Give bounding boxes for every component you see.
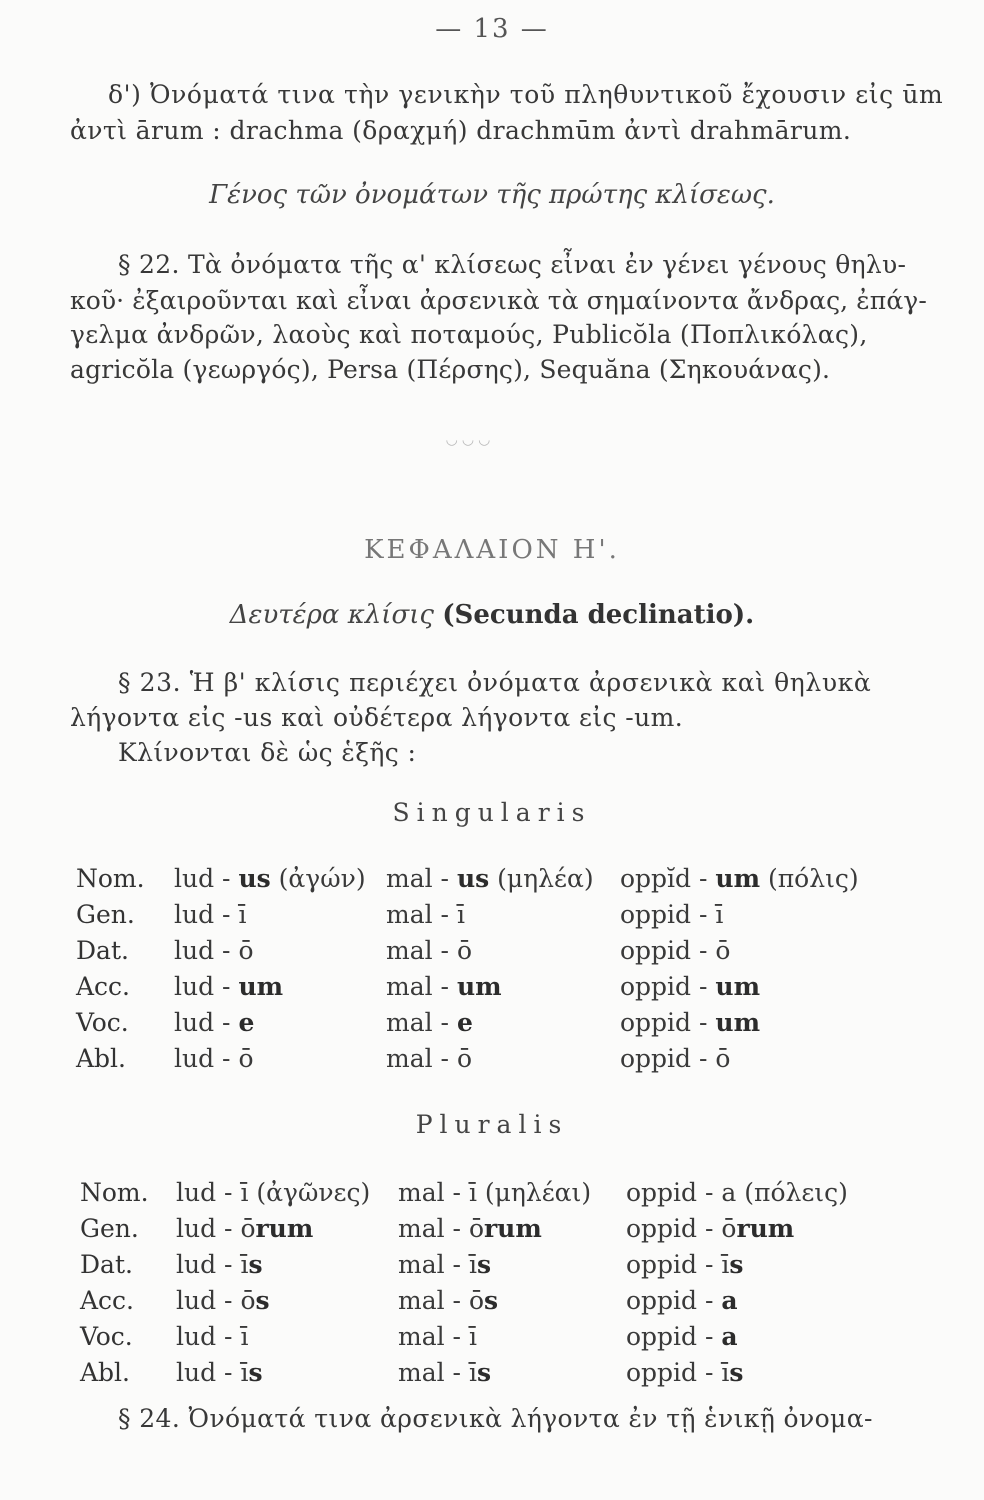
declension-form [386, 936, 472, 965]
declension-form [174, 864, 366, 893]
form-ending: e [456, 1008, 473, 1037]
declension-form [620, 864, 859, 893]
declension-form [620, 972, 760, 1001]
form-ending: s [729, 1250, 744, 1279]
form-ending: um [456, 972, 502, 1001]
declension-form [626, 1178, 848, 1207]
case-label: Nom. [80, 1178, 149, 1207]
chapter-subtitle-greek: Δευτέρα κλίσις [229, 600, 434, 630]
declension-form [620, 900, 723, 929]
declension-form [398, 1178, 591, 1207]
case-label: Dat. [76, 936, 129, 965]
declension-form [176, 1286, 270, 1315]
form-ending: um [715, 972, 761, 1001]
form-stem: oppid - [620, 972, 716, 1001]
section-heading: Γένος τῶν ὀνομάτων τῆς πρώτης κλίσεως. [209, 180, 775, 210]
declension-form [174, 1008, 254, 1037]
form-stem: mal - [386, 972, 457, 1001]
form-stem: lud - [174, 1008, 239, 1037]
case-label: Gen. [80, 1214, 139, 1243]
declension-form [176, 1178, 370, 1207]
declension-form [386, 1044, 472, 1073]
declension-form [398, 1286, 498, 1315]
declension-form [398, 1322, 477, 1351]
form-stem: oppid - ī [620, 900, 724, 929]
form-ending: rum [736, 1214, 795, 1243]
form-stem: lud - ī [176, 1250, 249, 1279]
form-stem: mal - ō [386, 1044, 472, 1073]
case-label: Gen. [76, 900, 135, 929]
case-label: Abl. [80, 1358, 130, 1387]
form-stem: mal - ī [398, 1358, 477, 1387]
form-gloss: (πόλεις) [736, 1178, 848, 1207]
form-ending: um [715, 864, 761, 893]
form-stem: oppid - ō [620, 1044, 731, 1073]
section23-line-1: § 23. Ἡ β' κλίσις περιέχει ὀνόματα ἀρσενικὰ καὶ θηλυκὰ [118, 668, 872, 697]
form-stem: oppid - [626, 1286, 722, 1315]
page-number: — 13 — [435, 14, 549, 44]
section22-line-2: κοῦ· ἐξαιροῦνται καὶ εἶναι ἀρσενικὰ τὰ σημαίνοντα ἄνδρας, ἐπάγ- [70, 286, 927, 315]
declension-form [176, 1322, 248, 1351]
form-stem: oppid - ō [626, 1214, 737, 1243]
case-label: Voc. [76, 1008, 129, 1037]
form-stem: mal - ī [398, 1178, 477, 1207]
form-stem: lud - ī [176, 1322, 249, 1351]
declension-form [626, 1250, 743, 1279]
form-stem: oppid - [620, 1008, 716, 1037]
form-stem: mal - ī [398, 1250, 477, 1279]
case-label: Voc. [80, 1322, 133, 1351]
form-stem: lud - ō [176, 1286, 256, 1315]
form-stem: mal - ō [386, 936, 472, 965]
form-stem: oppid - ī [626, 1358, 730, 1387]
section22-line-3: γελμα ἀνδρῶν, λαοὺς καὶ ποταμούς, Publicŏla (Ποπλικόλας), [70, 320, 868, 349]
form-stem: lud - [174, 972, 239, 1001]
chapter-title: ΚΕΦΑΛΑΙΟΝ Η'. [364, 535, 620, 565]
form-ending: s [248, 1250, 263, 1279]
form-stem: mal - ō [398, 1214, 484, 1243]
section23-line-2: λήγοντα εἰς -us καὶ οὐδέτερα λήγοντα εἰς -um. [70, 703, 684, 732]
pluralis-heading: Pluralis [415, 1110, 569, 1139]
declension-form [398, 1250, 491, 1279]
form-gloss: (ἀγών) [270, 864, 366, 893]
form-ending: um [715, 1008, 761, 1037]
declension-form [386, 900, 465, 929]
declension-form [176, 1214, 313, 1243]
form-stem: lud - ī [176, 1178, 249, 1207]
case-label: Acc. [80, 1286, 135, 1315]
declension-form [386, 1008, 473, 1037]
case-label: Dat. [80, 1250, 133, 1279]
form-gloss: (ἀγῶνες) [248, 1178, 371, 1207]
declension-form [176, 1358, 263, 1387]
form-ending: um [238, 972, 284, 1001]
form-ending: s [248, 1358, 263, 1387]
declension-form [620, 1044, 730, 1073]
form-ending: us [238, 864, 271, 893]
form-stem: lud - ī [174, 900, 247, 929]
form-gloss: (μηλέαι) [476, 1178, 592, 1207]
form-stem: oppid - ō [620, 936, 731, 965]
form-stem: lud - ō [176, 1214, 256, 1243]
form-ending: a [721, 1286, 738, 1315]
declension-form [176, 1250, 263, 1279]
section22-line-1: § 22. Τὰ ὀνόματα τῆς α' κλίσεως εἶναι ἐν γένει γένους θηλυ- [118, 250, 907, 279]
form-stem: lud - ō [174, 1044, 254, 1073]
form-ending: rum [484, 1214, 542, 1243]
declension-form [174, 1044, 254, 1073]
form-ending: a [721, 1322, 738, 1351]
form-stem: lud - [174, 864, 239, 893]
declension-form [626, 1358, 743, 1387]
form-stem: oppid - a [626, 1178, 737, 1207]
form-stem: lud - ō [174, 936, 254, 965]
section23-line-3: Κλίνονται δὲ ὡς ἑξῆς : [118, 738, 417, 767]
form-stem: lud - ī [176, 1358, 249, 1387]
form-stem: oppid - [626, 1322, 722, 1351]
form-stem: mal - ī [398, 1322, 477, 1351]
form-gloss: (μηλέα) [489, 864, 594, 893]
form-stem: oppid - ī [626, 1250, 730, 1279]
declension-form [386, 864, 594, 893]
form-stem: oppĭd - [620, 864, 716, 893]
case-label: Acc. [76, 972, 131, 1001]
form-stem: mal - ō [398, 1286, 484, 1315]
declension-form [386, 972, 502, 1001]
chapter-subtitle [0, 600, 984, 630]
form-ending: s [484, 1286, 499, 1315]
form-ending: s [255, 1286, 270, 1315]
declension-form [174, 936, 254, 965]
declension-form [174, 900, 246, 929]
form-ending: s [729, 1358, 744, 1387]
singularis-heading: Singularis [392, 798, 592, 827]
form-ending: us [456, 864, 490, 893]
declension-form [620, 1008, 760, 1037]
form-ending: rum [255, 1214, 314, 1243]
form-stem: mal - [386, 864, 457, 893]
declension-form [620, 936, 730, 965]
section22-line-4: agricŏla (γεωργός), Persa (Πέρσης), Sequăna (Σηκουάνας). [70, 355, 831, 384]
case-label: Abl. [76, 1044, 126, 1073]
declension-form [626, 1286, 738, 1315]
form-ending: s [476, 1358, 492, 1387]
declension-form [626, 1214, 794, 1243]
form-stem: mal - ī [386, 900, 465, 929]
declension-form [626, 1322, 738, 1351]
form-ending: e [238, 1008, 255, 1037]
declension-form [174, 972, 283, 1001]
form-ending: s [476, 1250, 492, 1279]
section24-line: § 24. Ὀνόματά τινα ἀρσενικὰ λήγοντα ἐν τῇ ἑνικῇ ὀνομα- [118, 1404, 873, 1433]
case-label: Nom. [76, 864, 145, 893]
form-stem: mal - [386, 1008, 457, 1037]
separator-ornament: ◡◡◡ [445, 432, 495, 448]
intro-line-1: δ') Ὀνόματά τινα τὴν γενικὴν τοῦ πληθυντικοῦ ἔχουσιν εἰς ūm [108, 80, 944, 109]
declension-form [398, 1214, 542, 1243]
intro-line-2: ἀντὶ ārum : drachma (δραχμή) drachmūm ἀντὶ drahmārum. [70, 116, 852, 145]
declension-form [398, 1358, 491, 1387]
chapter-subtitle-latin: (Secunda declinatio). [442, 600, 755, 630]
form-gloss: (πόλις) [760, 864, 859, 893]
